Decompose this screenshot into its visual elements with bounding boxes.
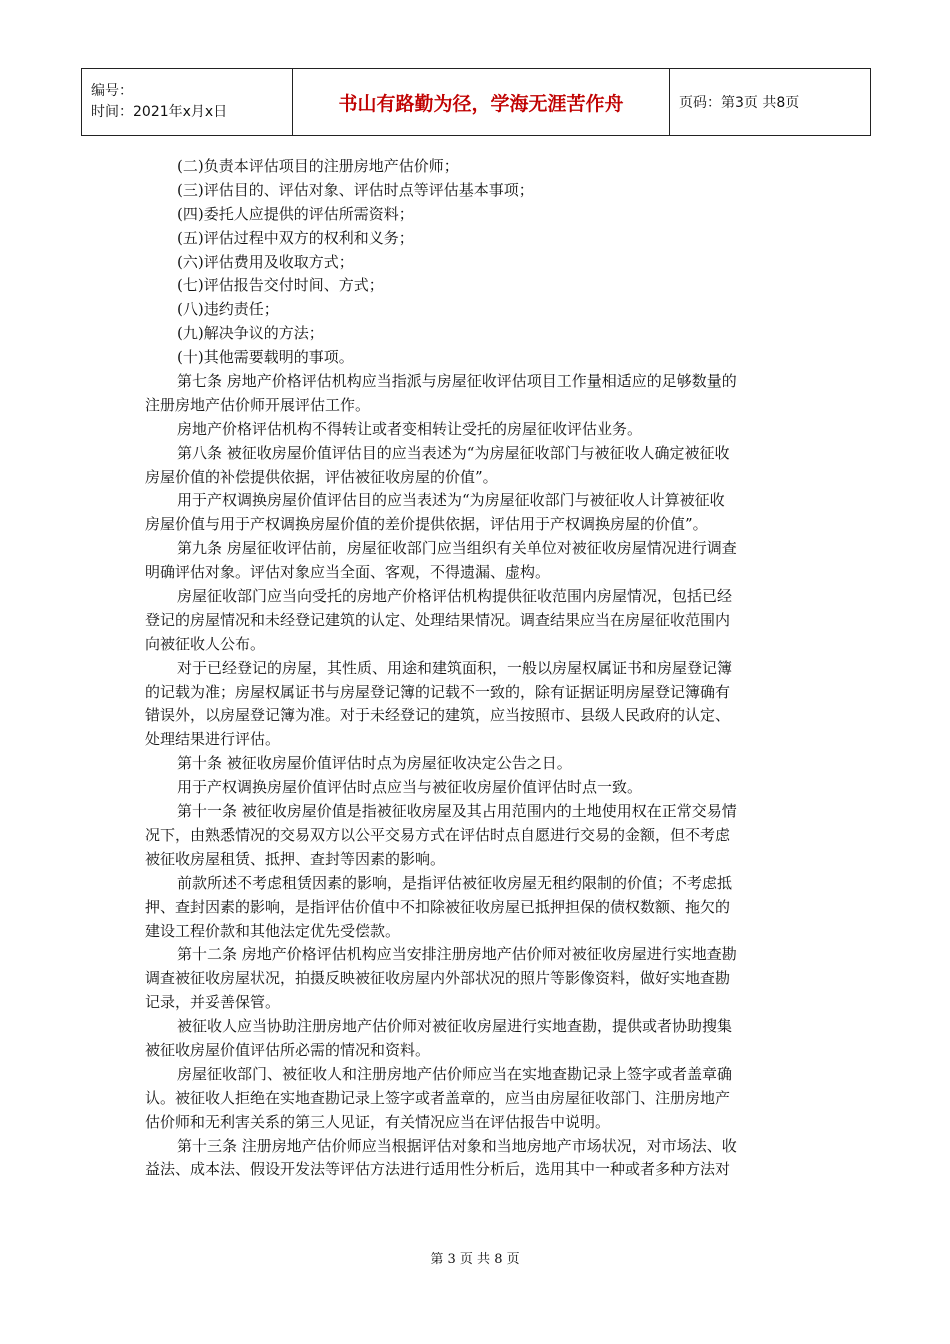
text-line: (五)评估过程中双方的权利和义务； <box>177 228 414 247</box>
text-line: 估价师和无利害关系的第三人见证，有关情况应当在评估报告中说明。 <box>145 1112 611 1131</box>
text-line: 用于产权调换房屋价值评估目的应当表述为“为房屋征收部门与被征收人计算被征收 <box>177 491 725 510</box>
text-line: 房地产价格评估机构不得转让或者变相转让受托的房屋征收评估业务。 <box>177 419 643 438</box>
text-line: 第十条 被征收房屋价值评估时点为房屋征收决定公告之日。 <box>177 754 572 773</box>
text-line: 明确评估对象。评估对象应当全面、客观，不得遗漏、虚构。 <box>145 563 551 582</box>
text-line: 认。被征收人拒绝在实地查勘记录上签字或者盖章的，应当由房屋征收部门、注册房地产 <box>145 1088 731 1107</box>
document-body <box>145 155 810 1182</box>
text-line: 第七条 房地产价格评估机构应当指派与房屋征收评估项目工作量相适应的足够数量的 <box>177 372 737 391</box>
text-line: 第十三条 注册房地产估价师应当根据评估对象和当地房地产市场状况，对市场法、收 <box>177 1136 737 1155</box>
header-meta <box>82 69 293 136</box>
text-line: 房屋价值的补偿提供依据，评估被征收房屋的价值”。 <box>145 467 498 486</box>
text-line: (六)评估费用及收取方式； <box>177 252 354 271</box>
text-line: 房屋征收部门、被征收人和注册房地产估价师应当在实地查勘记录上签字或者盖章确 <box>177 1064 733 1083</box>
text-line: 第八条 被征收房屋价值评估目的应当表述为“为房屋征收部门与被征收人确定被征收 <box>177 443 730 462</box>
text-line: 调查被征收房屋状况，拍摄反映被征收房屋内外部状况的照片等影像资料，做好实地查勘 <box>145 969 731 988</box>
page-header <box>81 68 871 136</box>
text-line: 押、查封因素的影响，是指评估价值中不扣除被征收房屋已抵押担保的债权数额、拖欠的 <box>145 897 731 916</box>
text-line: 注册房地产估价师开展评估工作。 <box>145 395 371 414</box>
text-line: 错误外，以房屋登记簿为准。对于未经登记的建筑，应当按照市、县级人民政府的认定、 <box>145 706 731 725</box>
text-line: (九)解决争议的方法； <box>177 324 324 343</box>
text-line: 第十一条 被征收房屋价值是指被征收房屋及其占用范围内的土地使用权在正常交易情 <box>177 802 737 821</box>
document-number: 编号： <box>91 83 133 99</box>
text-line: (八)违约责任； <box>177 300 279 319</box>
document-date: 时间：2021年x月x日 <box>91 104 228 120</box>
text-line: 登记的房屋情况和未经登记建筑的认定、处理结果情况。调查结果应当在房屋征收范围内 <box>145 610 731 629</box>
text-line: (十)其他需要载明的事项。 <box>177 348 354 367</box>
text-line: 用于产权调换房屋价值评估时点应当与被征收房屋价值评估时点一致。 <box>177 778 643 797</box>
text-line: 况下，由熟悉情况的交易双方以公平交易方式在评估时点自愿进行交易的金额，但不考虑 <box>145 825 731 844</box>
text-line: (二)负责本评估项目的注册房地产估价师； <box>177 157 459 175</box>
text-line: 建设工程价款和其他法定优先受偿款。 <box>145 921 401 940</box>
header-page-number: 页码：第3页 共8页 <box>670 69 871 136</box>
text-line: 被征收人应当协助注册房地产估价师对被征收房屋进行实地查勘，提供或者协助搜集 <box>177 1017 733 1036</box>
text-line: 的记载为准；房屋权属证书与房屋登记簿的记载不一致的，除有证据证明房屋登记簿确有 <box>145 682 731 701</box>
text-line: 房屋价值与用于产权调换房屋价值的差价提供依据，评估用于产权调换房屋的价值”。 <box>145 515 708 534</box>
text-line: 记录，并妥善保管。 <box>145 993 281 1012</box>
page-footer: 第 3 页 共 8 页 <box>430 1252 520 1267</box>
text-line: 房屋征收部门应当向受托的房地产价格评估机构提供征收范围内房屋情况，包括已经 <box>177 587 733 606</box>
text-line: (四)委托人应提供的评估所需资料； <box>177 204 414 223</box>
text-line: 被征收房屋价值评估所必需的情况和资料。 <box>145 1040 431 1059</box>
text-line: 被征收房屋租赁、抵押、查封等因素的影响。 <box>145 849 446 868</box>
text-line: 处理结果进行评估。 <box>145 730 281 749</box>
text-line: 对于已经登记的房屋，其性质、用途和建筑面积，一般以房屋权属证书和房屋登记簿 <box>177 658 733 677</box>
text-line: 第十二条 房地产价格评估机构应当安排注册房地产估价师对被征收房屋进行实地查勘 <box>177 945 737 964</box>
text-line: 益法、成本法、假设开发法等评估方法进行适用性分析后，选用其中一种或者多种方法对 <box>145 1160 731 1179</box>
text-line: (三)评估目的、评估对象、评估时点等评估基本事项； <box>177 180 534 199</box>
text-line: 向被征收人公布。 <box>145 634 266 653</box>
text-line: 第九条 房屋征收评估前，房屋征收部门应当组织有关单位对被征收房屋情况进行调查 <box>177 539 737 558</box>
header-motto: 书山有路勤为径，学海无涯苦作舟 <box>293 69 670 136</box>
text-line: (七)评估报告交付时间、方式； <box>177 276 384 295</box>
text-line: 前款所述不考虑租赁因素的影响，是指评估被征收房屋无租约限制的价值；不考虑抵 <box>177 873 733 892</box>
